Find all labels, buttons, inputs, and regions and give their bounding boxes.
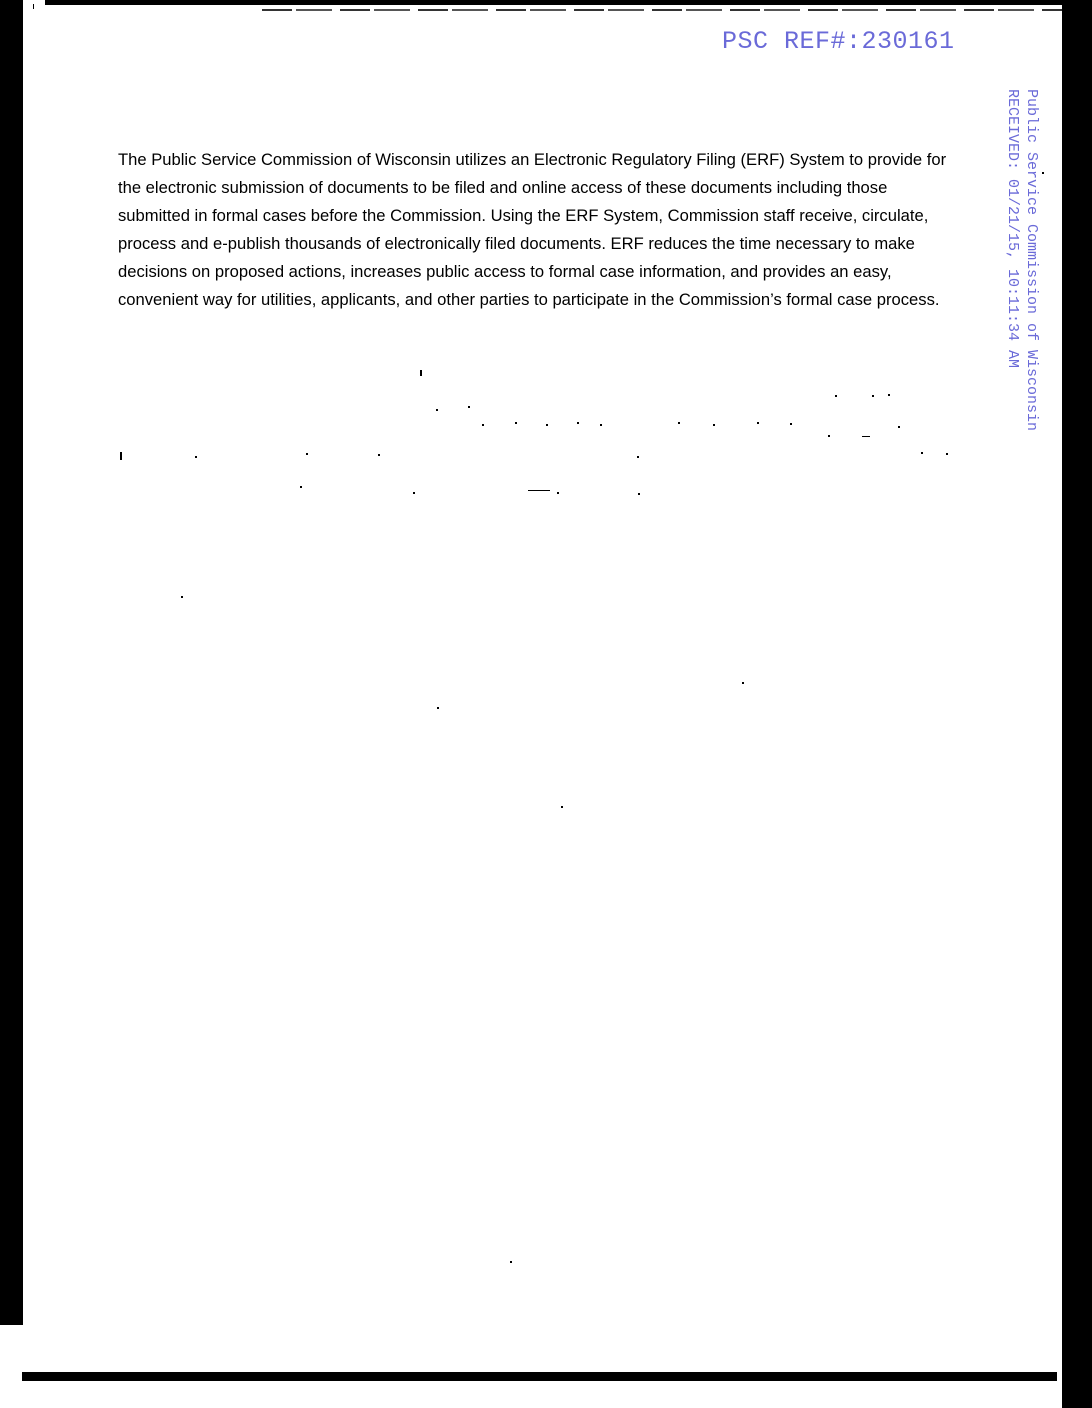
scan-top-line [262,9,1082,11]
scan-right-edge [1062,0,1092,1408]
received-stamp-datetime: RECEIVED: 01/21/15, 10:11:34 AM [1004,89,1021,369]
received-stamp [1003,89,1043,459]
scan-left-edge [0,0,23,1325]
received-stamp-agency: Public Service Commission of Wisconsin [1023,89,1040,432]
scan-top-edge [45,0,1077,5]
document-paragraph: The Public Service Commission of Wisconsin utilizes an Electronic Regulatory Filing (ERF) System to provide for the electronic submission of documents to be filed and online access of these documents including those submitted in formal cases before the Commission. Using the ERF System, Commission staff receive, circulate, process and e-publish thousands of electronically filed documents. ERF reduces the time necessary to make decisions on proposed actions, increases public access to formal case information, and provides an easy, convenient way for utilities, applicants, and other parties to participate in the Commission’s formal case process. [118,150,947,309]
reference-number-stamp: PSC REF#:230161 [722,27,955,56]
scan-bottom-edge [22,1372,1057,1381]
